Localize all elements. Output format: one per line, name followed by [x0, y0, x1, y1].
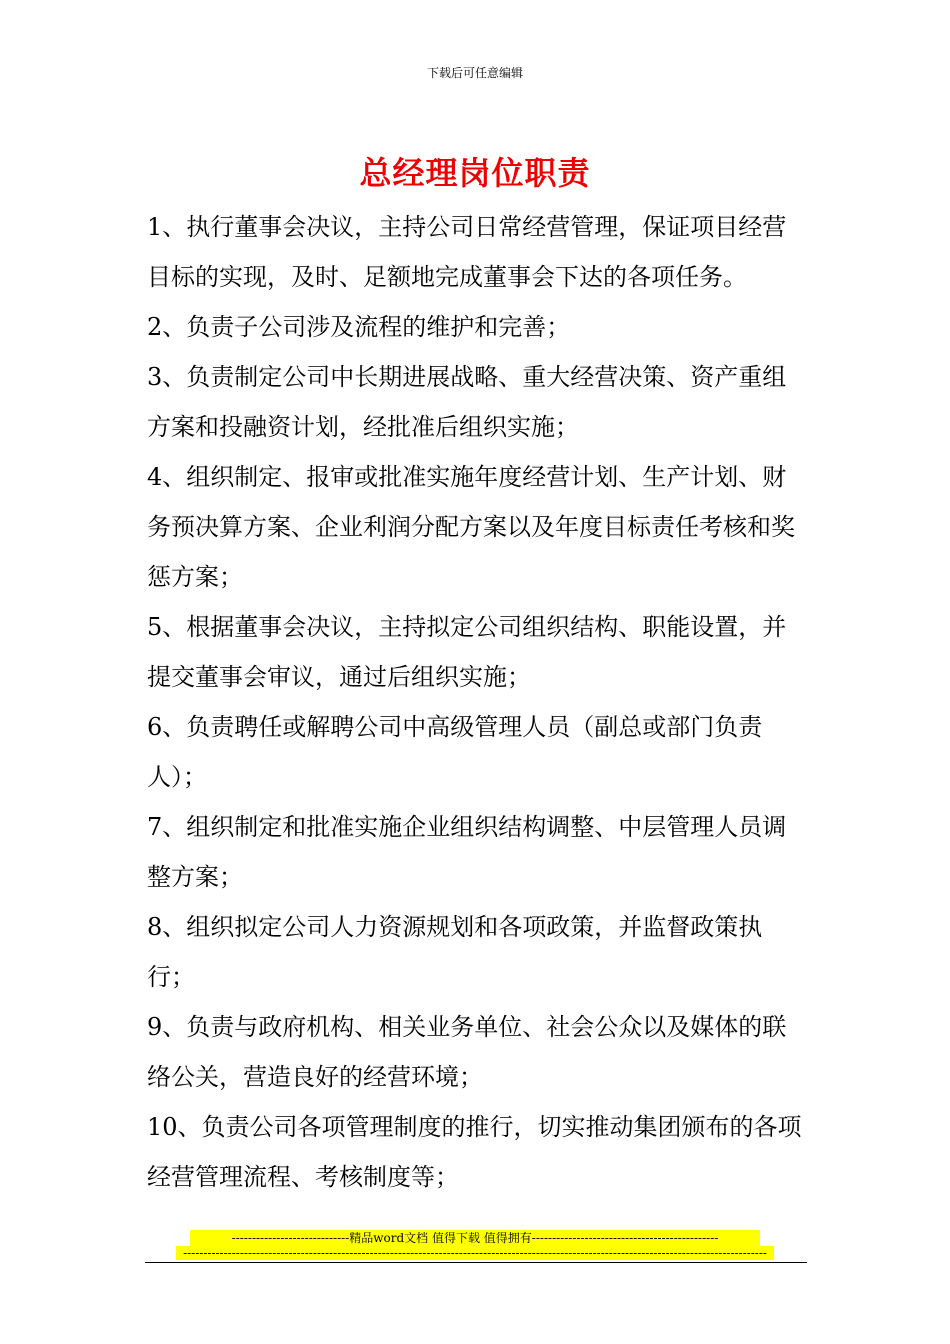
- duty-item-8: 8、组织拟定公司人力资源规划和各项政策，并监督政策执行；: [147, 913, 763, 991]
- duty-item-1: 1、执行董事会决议，主持公司日常经营管理，保证项目经营目标的实现，及时、足额地完成董事会下达的各项任务。: [147, 213, 787, 291]
- footer-divider: [145, 1262, 807, 1263]
- duty-item-3: 3、负责制定公司中长期进展战略、重大经营决策、资产重组方案和投融资计划，经批准后组织实施；: [147, 363, 787, 441]
- duty-item-7: 7、组织制定和批准实施企业组织结构调整、中层管理人员调整方案；: [147, 813, 787, 891]
- duty-list: [147, 202, 807, 1202]
- document-title: 总经理岗位职责: [359, 154, 591, 192]
- footer-banner-line-2: ------------------------------------------------------------------------------------------------------------------------------------------------: [176, 1246, 774, 1260]
- page-header: 下载后可任意编辑: [426, 66, 523, 80]
- footer-banner-line-1: -----------------------------精品word文档 值得下载 值得拥有----------------------------------------------: [190, 1230, 760, 1246]
- duty-item-6: 6、负责聘任或解聘公司中高级管理人员（副总或部门负责人）；: [147, 713, 763, 791]
- duty-item-2: 2、负责子公司涉及流程的维护和完善；: [147, 313, 571, 341]
- duty-item-4: 4、组织制定、报审或批准实施年度经营计划、生产计划、财务预决算方案、企业利润分配方案以及年度目标责任考核和奖惩方案；: [147, 463, 795, 591]
- duty-item-10: 10、负责公司各项管理制度的推行，切实推动集团颁布的各项经营管理流程、考核制度等；: [147, 1113, 802, 1191]
- duty-item-5: 5、根据董事会决议，主持拟定公司组织结构、职能设置，并提交董事会审议，通过后组织实施；: [147, 613, 787, 691]
- duty-item-9: 9、负责与政府机构、相关业务单位、社会公众以及媒体的联络公关，营造良好的经营环境；: [147, 1013, 787, 1091]
